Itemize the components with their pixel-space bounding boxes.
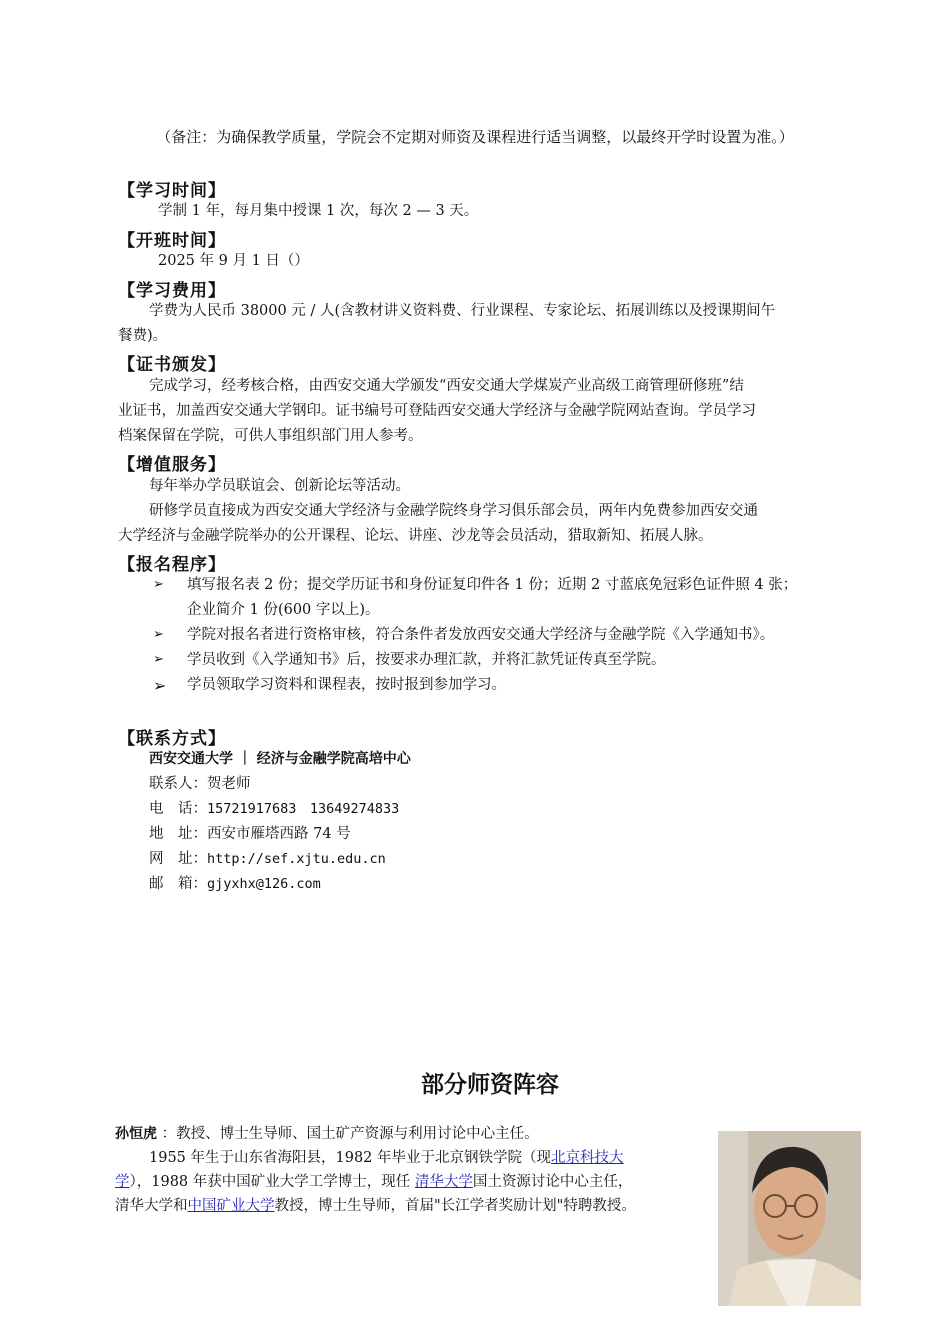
contact-address-row [149,822,351,847]
fees-heading: 【学习费用】 [118,281,226,301]
enrollment-step-2: 学院对报名者进行资格审核，符合条件者发放西安交通大学经济与金融学院《入学通知书》。 [187,627,775,643]
link-ustb[interactable]: 北京科技大 [551,1150,624,1166]
bullet-arrow-icon: ➢ [153,652,164,667]
contact-heading: 【联系方式】 [118,729,226,749]
fees-line-1: 学费为人民币 38000 元 / 人(含教材讲义资料费、行业课程、专家论坛、拓展训练以及授课期间午 [149,303,776,319]
services-line-3: 大学经济与金融学院举办的公开课程、论坛、讲座、沙龙等会员活动，猎取新知、拓展人脉。 [118,528,713,544]
study-time-heading: 【学习时间】 [118,181,226,201]
contact-website-row [149,847,386,872]
bio-text: 教授，博士生导师，首届"长江学者奖励计划"特聘教授。 [274,1198,636,1214]
contact-person-row [149,772,251,797]
services-heading: 【增值服务】 [118,455,226,475]
contact-person: 贺老师 [207,776,251,792]
faculty-bio-line-3 [115,1194,636,1219]
faculty-role: ：教授、博士生导师、国土矿产资源与利用讨论中心主任。 [161,1126,539,1142]
portrait-illustration [718,1131,861,1306]
contact-website-label: 网 址： [149,851,207,867]
contact-email-row [149,872,321,897]
contact-email-label: 邮 箱： [149,876,207,892]
bio-text: 1955 年生于山东省海阳县，1982 年毕业于北京钢铁学院（现 [149,1150,552,1166]
faculty-name: 孙恒虎 [115,1126,157,1142]
enrollment-step-3: 学员收到《入学通知书》后，按要求办理汇款，并将汇款凭证传真至学院。 [187,652,666,668]
bullet-arrow-icon: ➢ [153,577,164,592]
link-tsinghua[interactable]: 清华大学 [414,1174,473,1190]
contact-person-label: 联系人： [149,776,207,792]
certificate-line-3: 档案保留在学院，可供人事组织部门用人参考。 [118,428,423,444]
contact-organization: 西安交通大学 ｜ 经济与金融学院高培中心 [149,751,411,767]
contact-address: 西安市雁塔西路 74 号 [207,826,351,842]
enrollment-heading: 【报名程序】 [118,555,226,575]
link-cumt[interactable]: 中国矿业大学 [187,1198,275,1214]
bio-text: 清华大学和 [115,1198,188,1214]
enrollment-step-1-cont: 企业简介 1 份(600 字以上)。 [187,602,380,618]
certificate-line-2: 业证书，加盖西安交通大学钢印。证书编号可登陆西安交通大学经济与金融学院网站查询。学员学习 [118,403,756,419]
faculty-bio-line-1 [149,1146,624,1171]
contact-phone-label: 电 话： [149,801,207,817]
contact-phone: 15721917683 13649274833 [207,801,400,817]
certificate-heading: 【证书颁发】 [118,355,226,375]
contact-email: gjyxhx@126.com [207,876,321,892]
faculty-section-title: 部分师资阵容 [421,1072,559,1098]
bullet-arrow-icon: ➢ [153,627,164,642]
link-ustb-cont[interactable]: 学 [115,1174,130,1190]
enrollment-step-4: 学员领取学习资料和课程表，按时报到参加学习。 [187,677,506,693]
bio-text: 国土资源讨论中心主任， [472,1174,633,1190]
remark-note: （备注：为确保教学质量，学院会不定期对师资及课程进行适当调整，以最终开学时设置为准。） [156,128,794,146]
services-line-2: 研修学员直接成为西安交通大学经济与金融学院终身学习俱乐部会员，两年内免费参加西安交通 [149,503,758,519]
contact-phone-row [149,797,399,822]
contact-address-label: 地 址： [149,826,207,842]
fees-line-2: 餐费)。 [118,328,168,344]
bullet-arrow-icon: ➢ [153,676,167,695]
bio-text: ），1988 年获中国矿业大学工学博士，现任 [129,1174,415,1190]
services-line-1: 每年举办学员联谊会、创新论坛等活动。 [149,478,410,494]
enrollment-step-1: 填写报名表 2 份；提交学历证书和身份证复印件各 1 份；近期 2 寸蓝底免冠彩色证件照 4 张； [187,577,798,593]
start-time-text: 2025 年 9 月 1 日（） [158,253,309,269]
start-time-heading: 【开班时间】 [118,231,226,251]
faculty-portrait-photo [718,1131,861,1306]
faculty-name-row [115,1122,539,1147]
faculty-bio-line-2 [115,1170,632,1195]
contact-website: http://sef.xjtu.edu.cn [207,851,386,867]
certificate-line-1: 完成学习，经考核合格，由西安交通大学颁发“西安交通大学煤炭产业高级工商管理研修班”结 [149,378,744,394]
study-time-text: 学制 1 年，每月集中授课 1 次，每次 2 — 3 天。 [158,203,479,219]
